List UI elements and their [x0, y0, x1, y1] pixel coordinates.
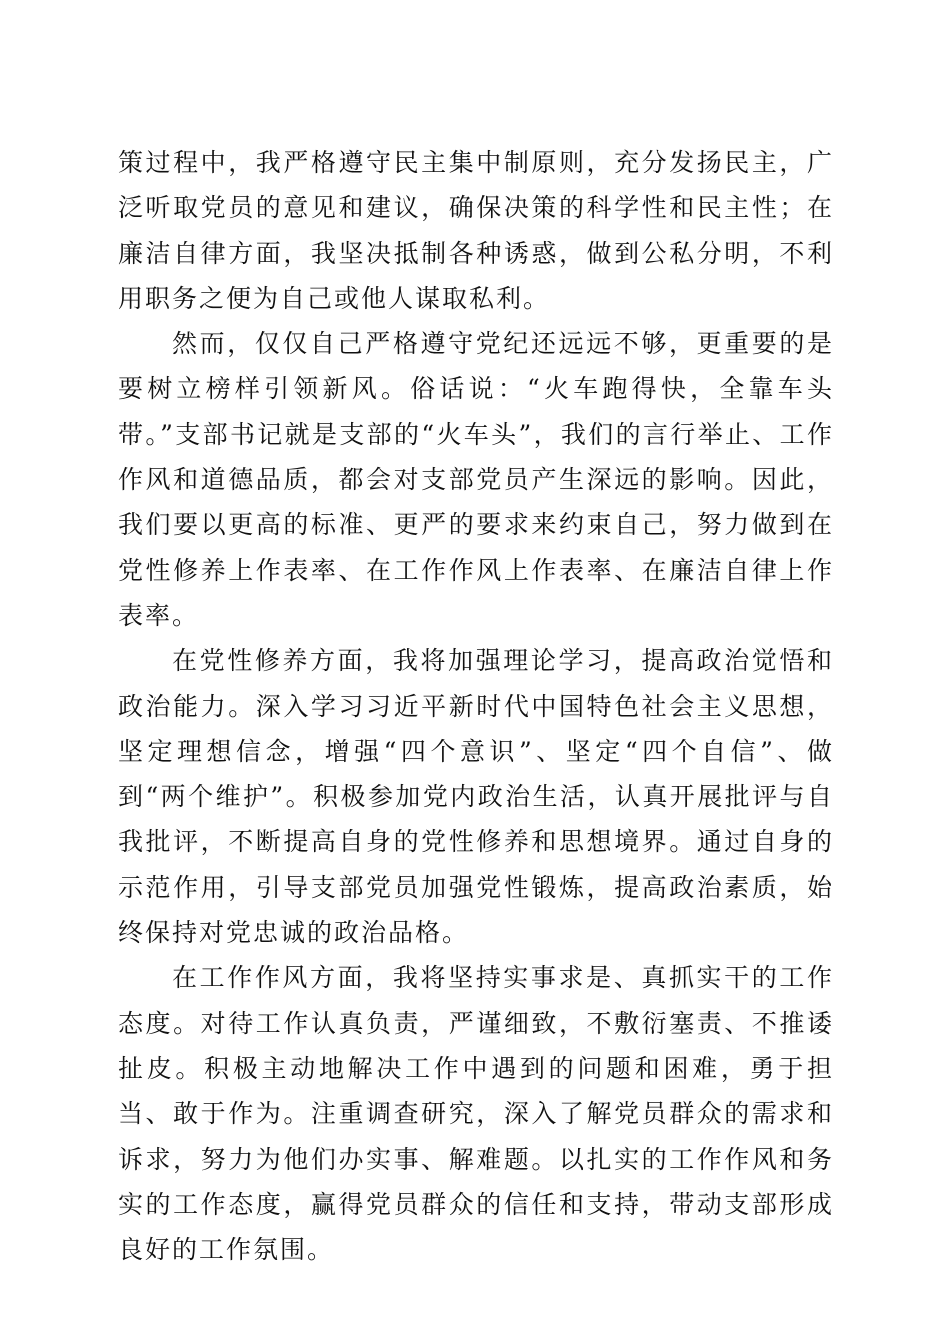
paragraph-3: 在党性修养方面，我将加强理论学习，提高政治觉悟和政治能力。深入学习习近平新时代中国特色社会主义思想，坚定理想信念，增强“四个意识”、坚定“四个自信”、做到“两个维护”。积极参加党内政治生活，认真开展批评与自我批评，不断提高自身的党性修养和思想境界。通过自身的示范作用，引导支部党员加强党性锻炼，提高政治素质，始终保持对党忠诚的政治品格。: [118, 646, 834, 948]
document-body: [118, 140, 834, 1272]
paragraph-1: 策过程中，我严格遵守民主集中制原则，充分发扬民主，广泛听取党员的意见和建议，确保决策的科学性和民主性；在廉洁自律方面，我坚决抵制各种诱惑，做到公私分明，不利用职务之便为自己或他人谋取私利。: [118, 148, 834, 313]
paragraph-2: 然而，仅仅自己严格遵守党纪还远远不够，更重要的是要树立榜样引领新风。俗话说：“火车跑得快，全靠车头带。”支部书记就是支部的“火车头”，我们的言行举止、工作作风和道德品质，都会对支部党员产生深远的影响。因此，我们要以更高的标准、更严的要求来约束自己，努力做到在党性修养上作表率、在工作作风上作表率、在廉洁自律上作表率。: [118, 329, 834, 630]
paragraph-4: 在工作作风方面，我将坚持实事求是、真抓实干的工作态度。对待工作认真负责，严谨细致，不敷衍塞责、不推诿扯皮。积极主动地解决工作中遇到的问题和困难，勇于担当、敢于作为。注重调查研究，深入了解党员群众的需求和诉求，努力为他们办实事、解难题。以扎实的工作作风和务实的工作态度，赢得党员群众的信任和支持，带动支部形成良好的工作氛围。: [118, 963, 834, 1265]
